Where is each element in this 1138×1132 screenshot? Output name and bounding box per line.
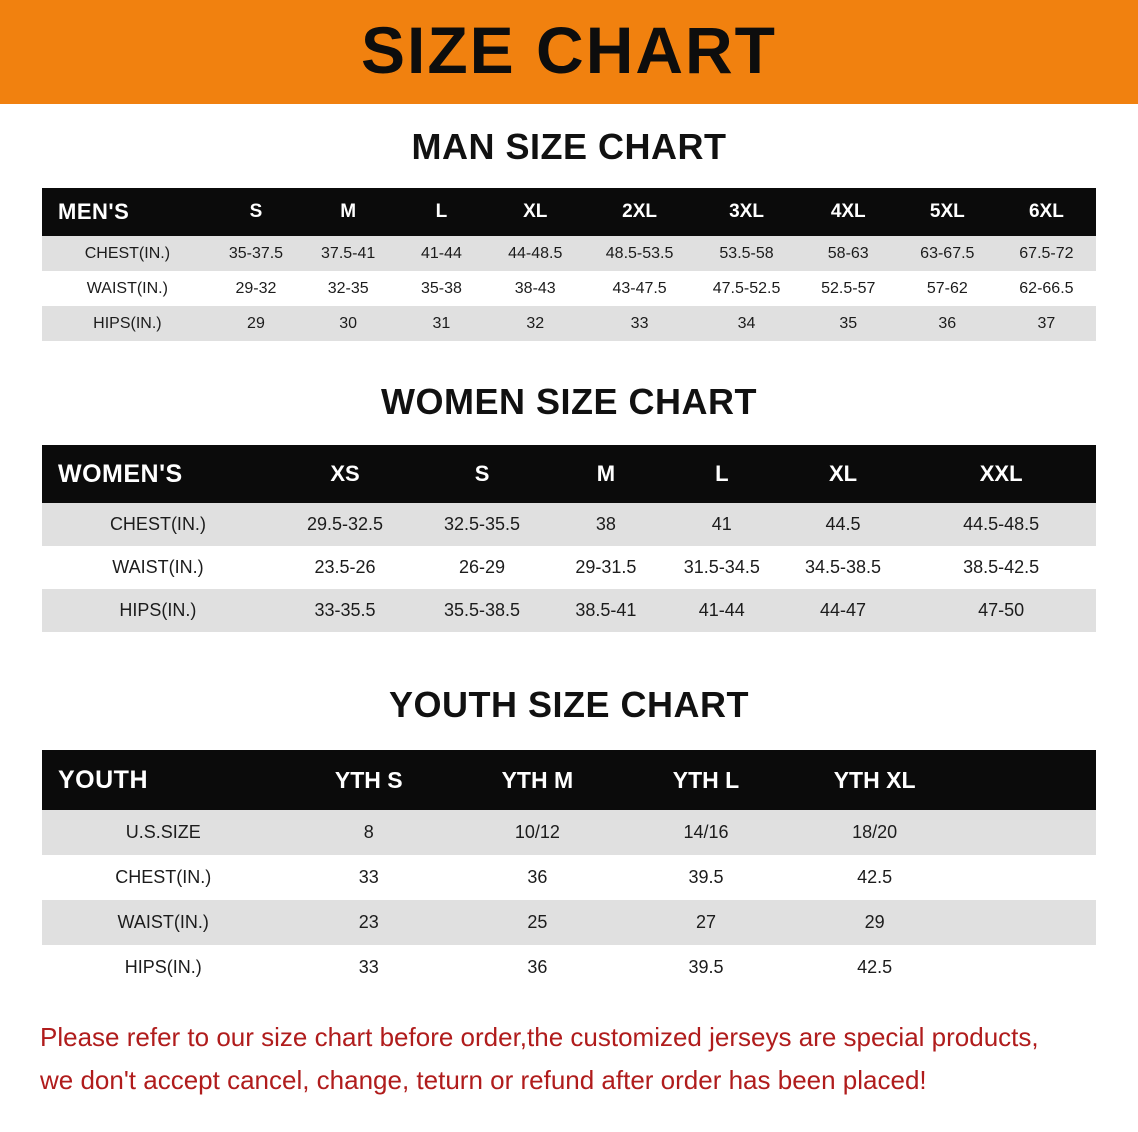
man-size-table xyxy=(42,188,1096,341)
youth-col-1: YTH S xyxy=(334,766,403,793)
women-header-label: WOMEN'S xyxy=(58,459,183,488)
page-title: SIZE CHART xyxy=(361,13,777,87)
man-row-0-label: CHEST(IN.) xyxy=(42,236,213,271)
women-row-1-cell-3: 31.5-34.5 xyxy=(664,546,780,589)
youth-row-1-cell-1: 36 xyxy=(453,855,622,900)
table-row xyxy=(42,855,1096,900)
women-col-4: L xyxy=(715,461,729,486)
youth-row-0-cell-2: 14/16 xyxy=(622,810,791,855)
man-row-2-cell-7: 36 xyxy=(898,306,997,341)
women-row-0-cell-1: 32.5-35.5 xyxy=(416,503,548,546)
man-row-0-cell-7: 63-67.5 xyxy=(898,236,997,271)
table-row xyxy=(42,503,1096,546)
youth-row-2-cell-3: 29 xyxy=(790,900,959,945)
man-header-row xyxy=(42,188,1096,236)
women-row-2-cell-1: 35.5-38.5 xyxy=(416,589,548,632)
disclaimer-note xyxy=(0,1016,1138,1102)
man-row-0-cell-2: 41-44 xyxy=(397,236,486,271)
youth-header-label: YOUTH xyxy=(58,765,148,794)
youth-row-1-label: CHEST(IN.) xyxy=(42,855,284,900)
women-table-wrap xyxy=(0,445,1138,632)
youth-row-0-label: U.S.SIZE xyxy=(42,810,284,855)
women-row-1-cell-5: 38.5-42.5 xyxy=(906,546,1096,589)
man-row-2-cell-6: 35 xyxy=(799,306,898,341)
table-row xyxy=(42,236,1096,271)
women-row-2-cell-4: 44-47 xyxy=(780,589,906,632)
man-row-0-cell-1: 37.5-41 xyxy=(299,236,397,271)
man-col-1: S xyxy=(249,201,263,222)
man-col-2: M xyxy=(340,201,357,222)
man-row-1-cell-8: 62-66.5 xyxy=(997,271,1096,306)
women-size-table xyxy=(42,445,1096,632)
youth-row-2-spacer xyxy=(959,900,1096,945)
women-row-1-cell-0: 23.5-26 xyxy=(274,546,416,589)
man-row-2-cell-1: 30 xyxy=(299,306,397,341)
women-row-1-cell-2: 29-31.5 xyxy=(548,546,664,589)
women-row-1-cell-1: 26-29 xyxy=(416,546,548,589)
youth-row-2-cell-0: 23 xyxy=(284,900,453,945)
table-row xyxy=(42,810,1096,855)
disclaimer-line-2: we don't accept cancel, change, teturn or refund after order has been placed! xyxy=(40,1064,927,1095)
women-row-2-cell-3: 41-44 xyxy=(664,589,780,632)
man-table-wrap xyxy=(0,188,1138,341)
youth-row-3-label: HIPS(IN.) xyxy=(42,945,284,990)
youth-row-3-cell-2: 39.5 xyxy=(622,945,791,990)
table-row xyxy=(42,900,1096,945)
man-row-1-label: WAIST(IN.) xyxy=(42,271,213,306)
youth-col-spacer xyxy=(959,750,1096,810)
women-row-0-cell-2: 38 xyxy=(548,503,664,546)
man-row-0-cell-8: 67.5-72 xyxy=(997,236,1096,271)
women-row-0-label: CHEST(IN.) xyxy=(42,503,274,546)
youth-row-0-spacer xyxy=(959,810,1096,855)
man-col-8: 5XL xyxy=(929,201,965,222)
disclaimer-line-1: Please refer to our size chart before order,the customized jerseys are special products, xyxy=(40,1022,1039,1052)
women-row-2-cell-0: 33-35.5 xyxy=(274,589,416,632)
youth-row-2-label: WAIST(IN.) xyxy=(42,900,284,945)
man-row-1-cell-5: 47.5-52.5 xyxy=(694,271,798,306)
man-row-1-cell-1: 32-35 xyxy=(299,271,397,306)
youth-row-0-cell-1: 10/12 xyxy=(453,810,622,855)
women-row-0-cell-5: 44.5-48.5 xyxy=(906,503,1096,546)
women-row-1-cell-4: 34.5-38.5 xyxy=(780,546,906,589)
youth-row-0-cell-3: 18/20 xyxy=(790,810,959,855)
youth-section-title: YOUTH SIZE CHART xyxy=(388,684,749,725)
man-row-2-cell-8: 37 xyxy=(997,306,1096,341)
women-row-0-cell-0: 29.5-32.5 xyxy=(274,503,416,546)
man-row-0-cell-0: 35-37.5 xyxy=(213,236,299,271)
man-col-7: 4XL xyxy=(830,201,866,222)
man-header-label: MEN'S xyxy=(58,199,130,224)
women-col-6: XXL xyxy=(979,461,1023,486)
man-row-1-cell-2: 35-38 xyxy=(397,271,486,306)
man-col-6: 3XL xyxy=(729,201,764,222)
man-col-3: L xyxy=(435,201,448,222)
man-row-0-cell-3: 44-48.5 xyxy=(486,236,585,271)
women-header-row xyxy=(42,445,1096,503)
youth-row-1-spacer xyxy=(959,855,1096,900)
youth-col-4: YTH XL xyxy=(833,766,916,793)
man-col-4: XL xyxy=(523,201,548,222)
table-row xyxy=(42,589,1096,632)
table-row xyxy=(42,271,1096,306)
youth-row-1-cell-3: 42.5 xyxy=(790,855,959,900)
youth-row-2-cell-2: 27 xyxy=(622,900,791,945)
table-row xyxy=(42,945,1096,990)
women-row-0-cell-3: 41 xyxy=(664,503,780,546)
youth-table-wrap xyxy=(0,750,1138,990)
youth-size-table xyxy=(42,750,1096,990)
youth-row-2-cell-1: 25 xyxy=(453,900,622,945)
youth-row-0-cell-0: 8 xyxy=(284,810,453,855)
man-section-title: MAN SIZE CHART xyxy=(411,126,727,167)
women-col-1: XS xyxy=(330,461,360,486)
man-row-1-cell-7: 57-62 xyxy=(898,271,997,306)
women-col-3: M xyxy=(596,461,616,486)
man-row-1-cell-6: 52.5-57 xyxy=(799,271,898,306)
women-col-2: S xyxy=(474,461,490,486)
youth-header-row xyxy=(42,750,1096,810)
man-row-2-cell-3: 32 xyxy=(486,306,585,341)
table-row xyxy=(42,306,1096,341)
youth-row-3-cell-3: 42.5 xyxy=(790,945,959,990)
page-banner xyxy=(0,0,1138,104)
women-row-0-cell-4: 44.5 xyxy=(780,503,906,546)
youth-row-3-cell-0: 33 xyxy=(284,945,453,990)
man-col-5: 2XL xyxy=(622,201,657,222)
man-row-0-cell-5: 53.5-58 xyxy=(694,236,798,271)
man-row-0-cell-4: 48.5-53.5 xyxy=(585,236,695,271)
man-col-9: 6XL xyxy=(1028,201,1064,222)
youth-row-3-cell-1: 36 xyxy=(453,945,622,990)
women-row-1-label: WAIST(IN.) xyxy=(42,546,274,589)
man-row-2-label: HIPS(IN.) xyxy=(42,306,213,341)
table-row xyxy=(42,546,1096,589)
youth-col-2: YTH M xyxy=(501,766,574,793)
women-col-5: XL xyxy=(828,461,858,486)
youth-row-1-cell-2: 39.5 xyxy=(622,855,791,900)
man-row-1-cell-4: 43-47.5 xyxy=(585,271,695,306)
man-row-0-cell-6: 58-63 xyxy=(799,236,898,271)
man-row-1-cell-0: 29-32 xyxy=(213,271,299,306)
women-section-title: WOMEN SIZE CHART xyxy=(381,381,757,422)
man-row-2-cell-4: 33 xyxy=(585,306,695,341)
youth-row-3-spacer xyxy=(959,945,1096,990)
youth-row-1-cell-0: 33 xyxy=(284,855,453,900)
youth-col-3: YTH L xyxy=(672,766,740,793)
man-row-2-cell-5: 34 xyxy=(694,306,798,341)
man-row-2-cell-2: 31 xyxy=(397,306,486,341)
women-row-2-cell-5: 47-50 xyxy=(906,589,1096,632)
man-row-2-cell-0: 29 xyxy=(213,306,299,341)
women-row-2-label: HIPS(IN.) xyxy=(42,589,274,632)
man-row-1-cell-3: 38-43 xyxy=(486,271,585,306)
women-row-2-cell-2: 38.5-41 xyxy=(548,589,664,632)
